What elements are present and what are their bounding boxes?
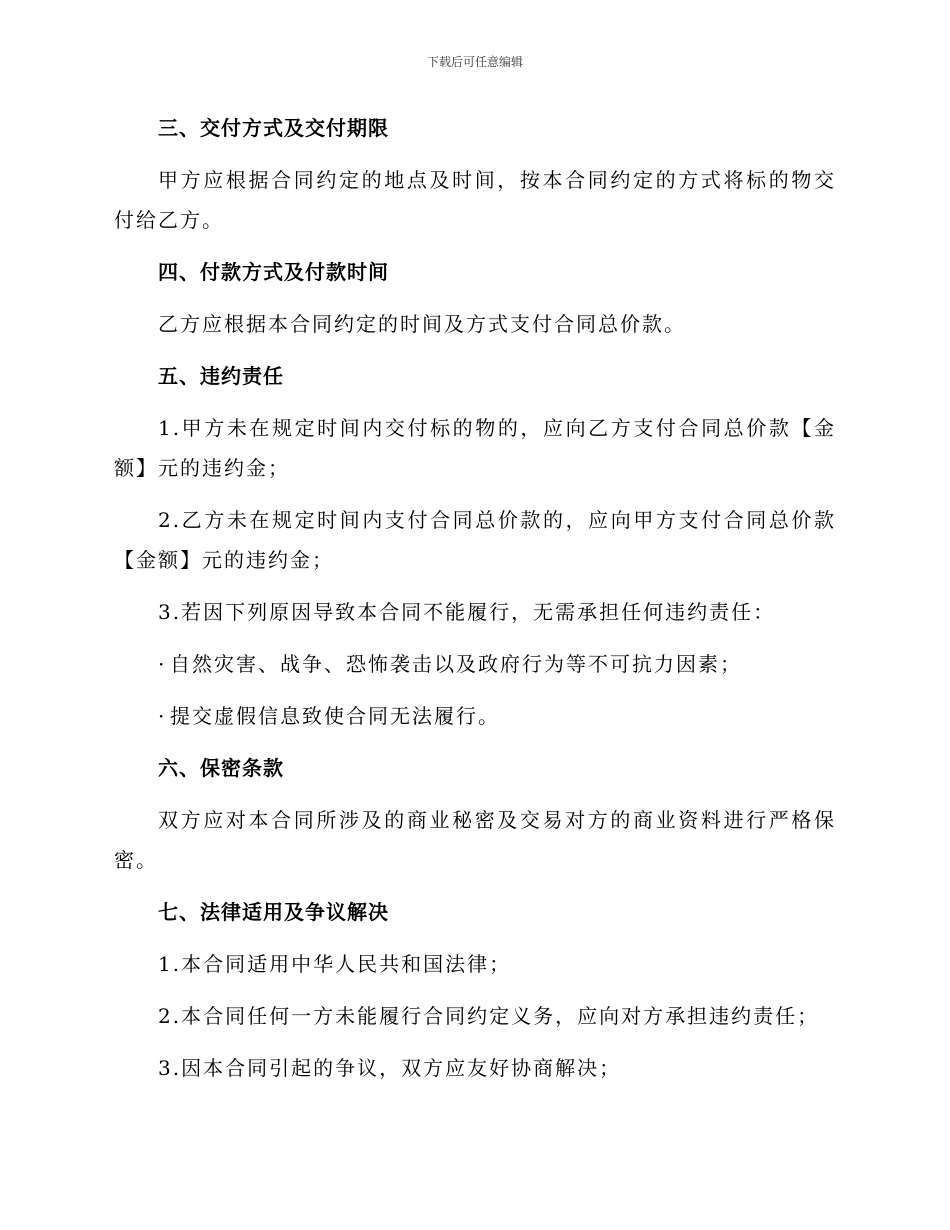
paragraph-payment: 乙方应根据本合同约定的时间及方式支付合同总价款。: [158, 312, 686, 336]
section-heading-confidentiality: 六、保密条款: [158, 756, 284, 780]
list-item: [114, 644, 836, 684]
paragraph-law-1: 1.本合同适用中华人民共和国法律；: [158, 952, 512, 976]
bullet-icon: ·: [158, 652, 167, 676]
paragraph-confidentiality: 双方应对本合同所涉及的商业秘密及交易对方的商业资料进行严格保密。: [114, 808, 836, 872]
list-item: [114, 696, 836, 736]
document-body: [114, 108, 836, 1100]
paragraph-liability-3: 3.若因下列原因导致本合同不能履行，无需承担任何违约责任：: [158, 600, 776, 624]
section-heading-liability: 五、违约责任: [158, 364, 284, 388]
page-header: 下载后可任意编辑: [426, 55, 523, 69]
bullet-icon: ·: [158, 704, 167, 728]
list-item-text: 提交虚假信息致使合同无法履行。: [170, 704, 500, 728]
paragraph-liability-2: 2.乙方未在规定时间内支付合同总价款的，应向甲方支付合同总价款【金额】元的违约金；: [114, 508, 836, 572]
section-heading-payment: 四、付款方式及付款时间: [158, 260, 389, 284]
paragraph-delivery: 甲方应根据合同约定的地点及时间，按本合同约定的方式将标的物交付给乙方。: [114, 168, 836, 232]
paragraph-law-3: 3.因本合同引起的争议，双方应友好协商解决；: [158, 1056, 622, 1080]
paragraph-law-2: 2.本合同任何一方未能履行合同约定义务，应向对方承担违约责任；: [158, 1004, 820, 1028]
section-heading-law: 七、法律适用及争议解决: [158, 900, 389, 924]
list-item-text: 自然灾害、战争、恐怖袭击以及政府行为等不可抗力因素；: [170, 652, 742, 676]
paragraph-liability-1: 1.甲方未在规定时间内交付标的物的，应向乙方支付合同总价款【金额】元的违约金；: [114, 416, 836, 480]
section-heading-delivery: 三、交付方式及交付期限: [158, 116, 389, 140]
